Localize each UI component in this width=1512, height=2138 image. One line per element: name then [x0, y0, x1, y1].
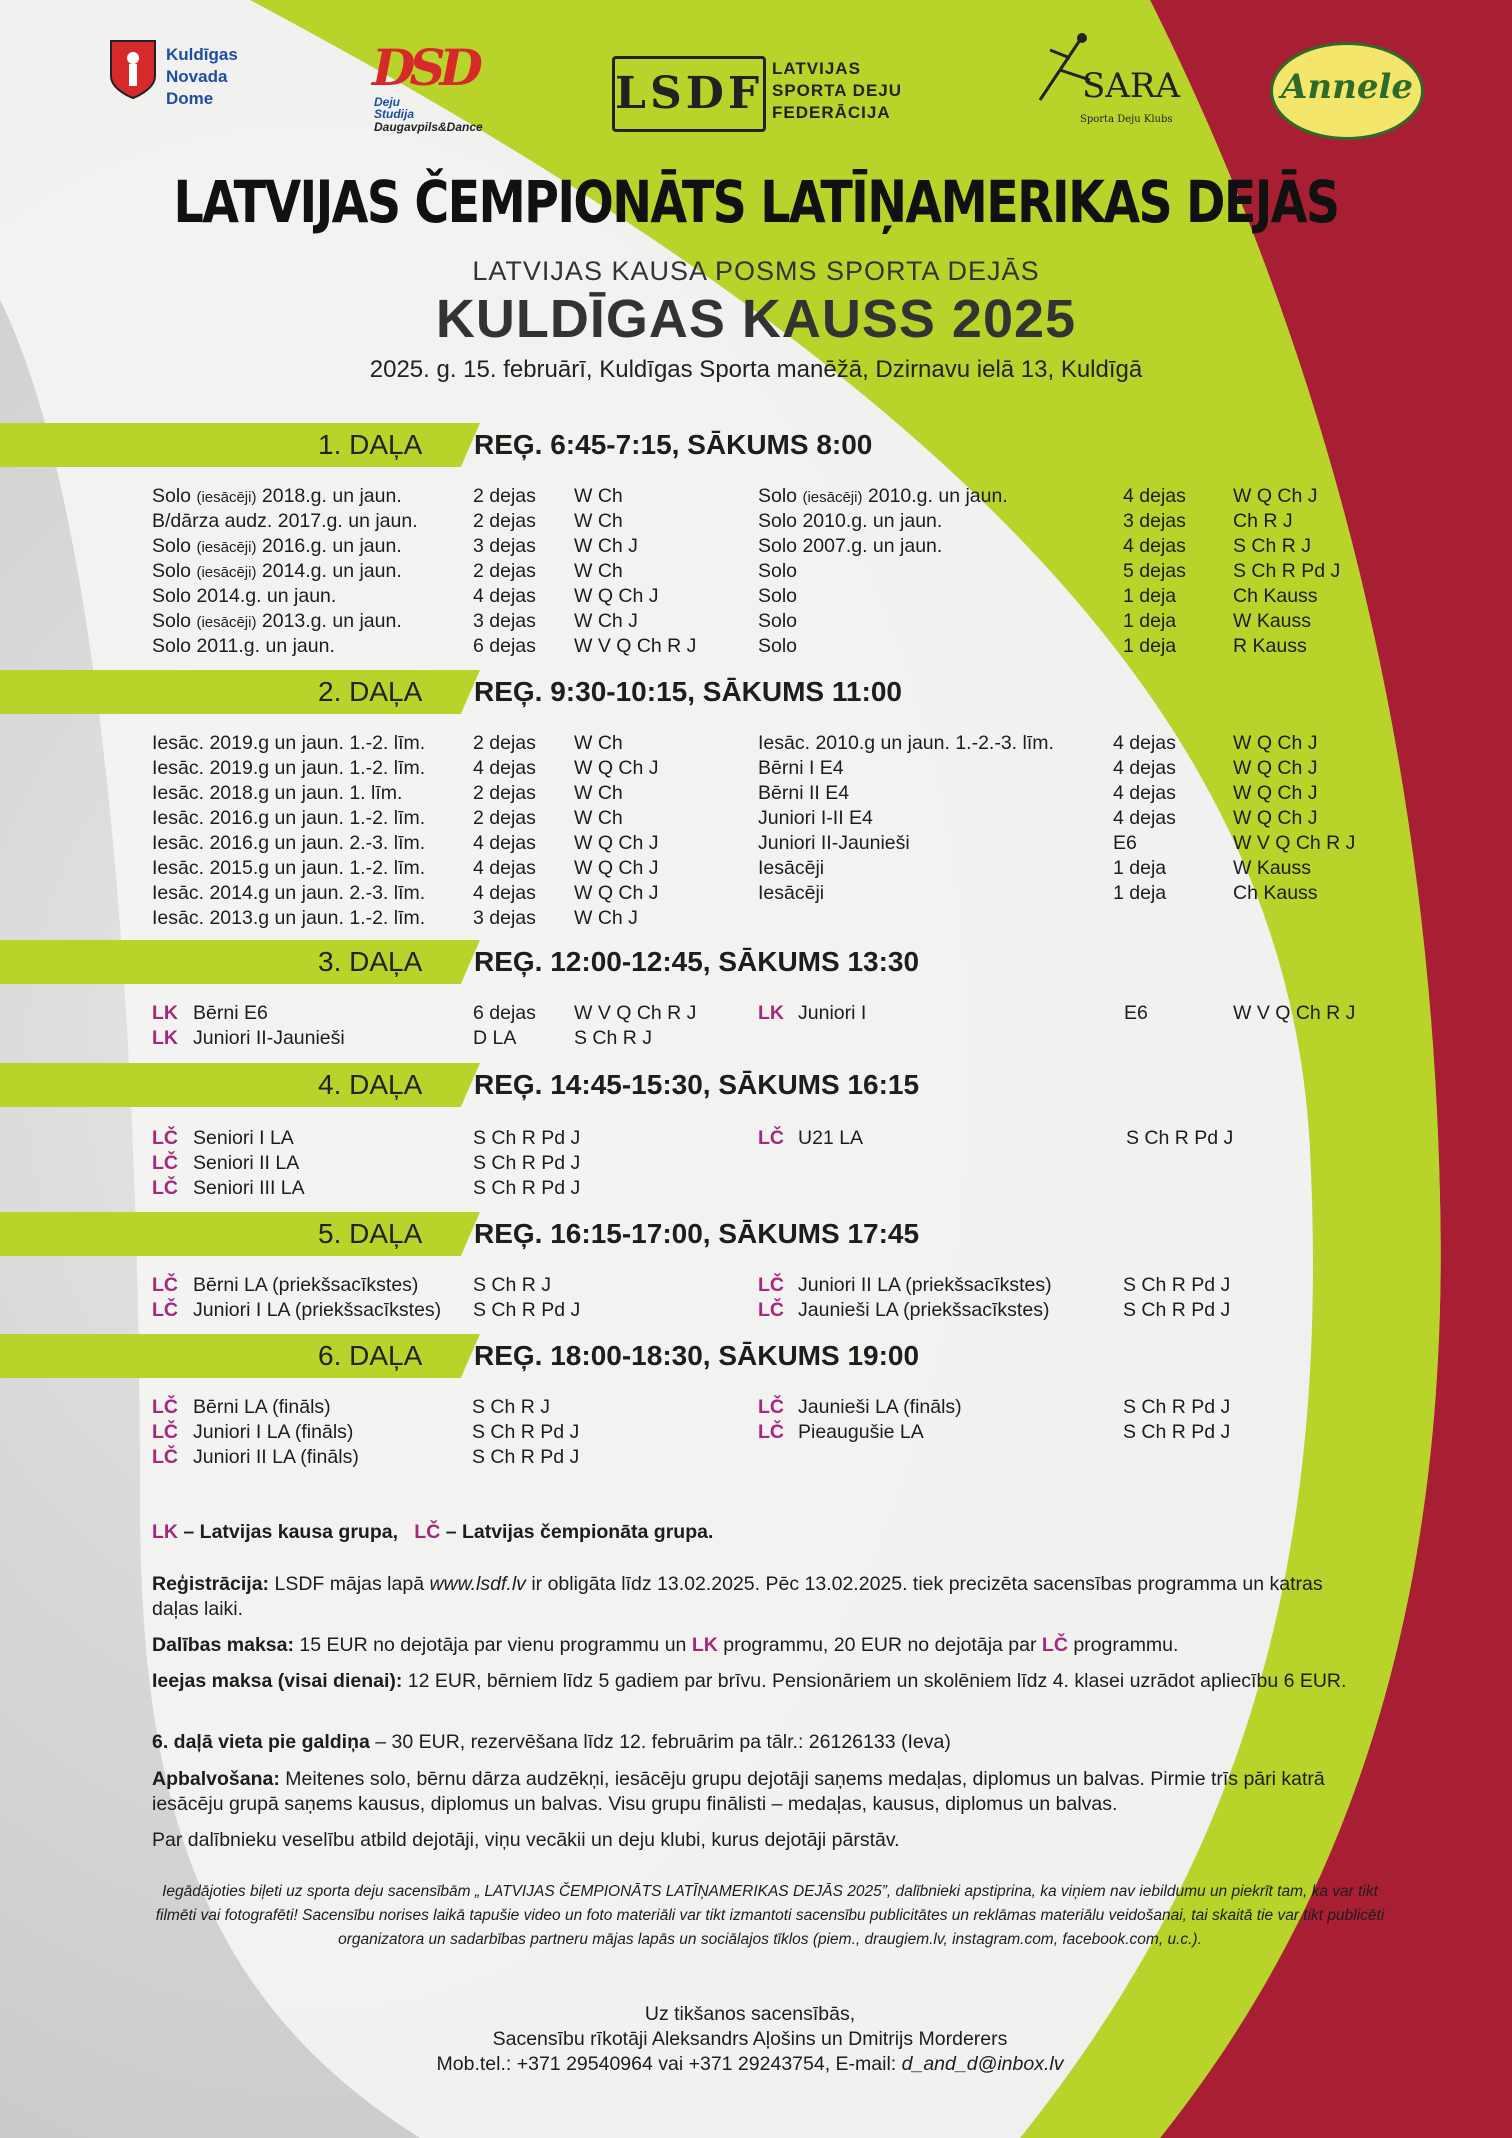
category-suffix: 2018.g. un jaun. [256, 485, 402, 507]
dance-list: W Ch [574, 732, 623, 754]
dance-count: S Ch R Pd J [1123, 1396, 1231, 1418]
dance-list: W Ch [574, 510, 623, 532]
list-item [0, 1273, 1512, 1298]
category-label: Bērni E6 [193, 1002, 268, 1024]
dance-count: 4 dejas [1113, 807, 1176, 829]
list-item [0, 881, 1512, 906]
dance-count: 3 dejas [473, 610, 536, 632]
category-suffix: 2010.g. un jaun. [862, 485, 1008, 507]
category-note: (iesācēji) [196, 564, 257, 581]
category-label: Juniori II-Jaunieši [193, 1027, 345, 1049]
category-label: Iesāc. 2018.g un jaun. 1. līm. [152, 782, 403, 804]
category-label: Solo [758, 635, 798, 657]
group-tag: LČ [758, 1274, 784, 1296]
group-tag: LK [152, 1027, 178, 1049]
dance-count: 1 deja [1113, 857, 1167, 879]
photo-disclaimer: Iegādājoties biļeti uz sporta deju sacensībām „ LATVIJAS ČEMPIONĀTS LATĪŅAMERIKAS DEJĀS 2025”, dalībnieki apstiprina, ka viņiem nav iebildumu un piekrīt tam, ka var tikt filmēti vai fotografēti! Sacensību norises laikā tapušie video un foto materiāli var tikt izmantoti sacensību publicitātes un reklāmas materiālu veidošanai, tai skaitā tie var tikt publicēti organizatora un sadarbības partneru mājas lapās un sociālajos tīklos (piem., draugiem.lv, instagram.com, facebook.com, u.c.). [155, 1883, 1385, 1948]
category-label: Iesāc. 2010.g un jaun. 1.-2.-3. līm. [758, 732, 1054, 754]
lsdf-logo [612, 56, 932, 136]
dance-count: 1 deja [1123, 635, 1177, 657]
dance-count: 3 dejas [473, 535, 536, 557]
category-prefix: Solo [152, 535, 197, 557]
dance-list: W Ch J [574, 907, 638, 929]
category-label: Iesācēji [758, 857, 825, 879]
dance-count: 2 dejas [473, 560, 536, 582]
dance-list: W Q Ch J [574, 832, 659, 854]
registration-label: Reģistrācija: [152, 1573, 270, 1595]
health-info: Par dalībnieku veselību atbild dejotāji, viņu vecākii un deju klubi, kurus dejotāji pārstāv. [152, 1829, 900, 1851]
group-tag: LČ [758, 1127, 784, 1149]
dance-count: 4 dejas [473, 857, 536, 879]
registration-link[interactable]: www.lsdf.lv [429, 1573, 526, 1595]
category-label: Solo [758, 560, 798, 582]
category-suffix: 2014.g. un jaun. [256, 560, 402, 582]
category-label: Solo 2011.g. un jaun. [152, 635, 335, 657]
dance-list: W Q Ch J [1233, 757, 1318, 779]
dsd-line-2: Studija [374, 107, 415, 121]
dsd-line-3: Daugavpils&Dance [374, 120, 483, 134]
category-label: Jaunieši LA (fināls) [798, 1396, 962, 1418]
dance-list: S Ch R Pd J [1233, 560, 1341, 582]
dance-list: S Ch R J [1233, 535, 1312, 557]
annele-mark: Annele [1281, 67, 1413, 107]
dance-list: W Ch J [574, 535, 638, 557]
entry-text: 12 EUR, bērniem līdz 5 gadiem par brīvu. Pensionāriem un skolēniem līdz 4. klasei uzrādot apliecību 6 EUR. [402, 1670, 1347, 1692]
dsd-logo [370, 38, 540, 138]
fee-lc: LČ [1041, 1634, 1068, 1656]
category-label: Bērni II E4 [758, 782, 850, 804]
sara-logo [1030, 30, 1190, 140]
list-item [0, 509, 1512, 534]
category-label [758, 484, 1008, 510]
category-suffix: 2016.g. un jaun. [256, 535, 402, 557]
dance-list: S Ch R J [574, 1027, 653, 1049]
dance-count: 4 dejas [1123, 535, 1186, 557]
list-item [0, 1395, 1512, 1420]
section-2-label: 2. DAĻA [318, 676, 423, 707]
footer-email[interactable]: d_and_d@inbox.lv [901, 2053, 1064, 2075]
dance-count: S Ch R Pd J [473, 1177, 581, 1199]
sara-mark: SARA [1082, 66, 1180, 106]
category-label: B/dārza audz. 2017.g. un jaun. [152, 510, 418, 532]
category-label: Bērni LA (priekšsacīkstes) [193, 1274, 419, 1296]
dance-count: 5 dejas [1123, 560, 1186, 582]
lsdf-line-3: FEDERĀCIJA [772, 103, 891, 122]
subtitle: LATVIJAS KAUSA POSMS SPORTA DEJĀS [472, 256, 1040, 286]
section-4-label: 4. DAĻA [318, 1069, 423, 1100]
lsdf-mark: LSDF [612, 56, 766, 132]
group-tag: LČ [152, 1421, 178, 1443]
registration-text-2: ir obligāta līdz 13.02.2025. Pēc 13.02.2025. tiek precizēta sacensības programma un katras daļas laiki. [152, 1573, 1323, 1620]
dance-count: S Ch R J [473, 1274, 552, 1296]
award-info [152, 1767, 1352, 1817]
dance-list: W Q Ch J [574, 857, 659, 879]
category-label: Solo [758, 585, 798, 607]
dance-count: S Ch R Pd J [472, 1446, 580, 1468]
sponsor-logos [0, 30, 1512, 150]
category-label: Iesāc. 2016.g un jaun. 1.-2. līm. [152, 807, 426, 829]
lsdf-line-1: LATVIJAS [772, 59, 861, 78]
dance-count: 4 dejas [473, 585, 536, 607]
legend [152, 1520, 1352, 1545]
category-label: Juniori I LA (fināls) [193, 1421, 354, 1443]
award-label: Apbalvošana: [152, 1768, 280, 1790]
dance-count: 4 dejas [1113, 732, 1176, 754]
list-item [0, 634, 1512, 659]
section-1-time: REĢ. 6:45-7:15, SĀKUMS 8:00 [474, 429, 873, 460]
group-tag: LČ [152, 1446, 178, 1468]
dance-count: 4 dejas [1123, 485, 1186, 507]
dance-count: 3 dejas [1123, 510, 1186, 532]
sara-sub: Sporta Deju Klubs [1080, 114, 1173, 125]
award-text: Meitenes solo, bērnu dārza audzēkņi, iesācēju grupu dejotāji saņems medaļas, diplomus un balvas. Pirmie trīs pāri katrā iesācēju grupā saņems kausus, diplomus un balvas. Visu grupu finālisti – medaļas, kausus, diplomus un balvas. [152, 1768, 1325, 1815]
category-label: Seniori II LA [193, 1152, 300, 1174]
fee-info [152, 1633, 1352, 1658]
section-4-time: REĢ. 14:45-15:30, SĀKUMS 16:15 [474, 1069, 920, 1100]
dance-list: W Q Ch J [574, 585, 659, 607]
legend-lk-tag: LK [152, 1521, 178, 1543]
fee-text-1: 15 EUR no dejotāja par vienu programmu un [294, 1634, 692, 1656]
list-item [0, 806, 1512, 831]
dance-count: 6 dejas [473, 635, 536, 657]
category-label: Iesāc. 2013.g un jaun. 1.-2. līm. [152, 907, 426, 929]
category-suffix: 2013.g. un jaun. [256, 610, 402, 632]
dance-list: W V Q Ch R J [1233, 1002, 1356, 1024]
category-label: Juniori I LA (priekšsacīkstes) [193, 1299, 442, 1321]
dance-list: W Ch J [574, 610, 638, 632]
table-info [152, 1730, 1352, 1755]
table-label: 6. daļā vieta pie galdiņa [152, 1731, 370, 1753]
list-item [0, 584, 1512, 609]
list-item [0, 906, 1512, 931]
category-label: Juniori II LA (fināls) [193, 1446, 359, 1468]
dance-count: S Ch R Pd J [473, 1299, 581, 1321]
footer-line-3: Mob.tel.: +371 29540964 vai +371 29243754, E-mail: [436, 2053, 902, 2075]
dsd-mark: DSD [372, 38, 477, 97]
category-label: Pieaugušie LA [798, 1421, 924, 1443]
group-tag: LČ [152, 1127, 178, 1149]
main-title: LATVIJAS ČEMPIONĀTS LATĪŅAMERIKAS DEJĀS [173, 168, 1339, 236]
dance-count: S Ch R Pd J [1123, 1299, 1231, 1321]
dance-count: 4 dejas [473, 882, 536, 904]
dance-list: R Kauss [1233, 635, 1307, 657]
section-1-label: 1. DAĻA [318, 429, 423, 460]
category-label: Iesāc. 2019.g un jaun. 1.-2. līm. [152, 757, 426, 779]
dance-count: 2 dejas [473, 510, 536, 532]
dance-count: D LA [473, 1027, 517, 1049]
dance-list: W V Q Ch R J [574, 1002, 697, 1024]
category-note: (iesācēji) [196, 539, 257, 556]
list-item [0, 1420, 1512, 1445]
list-item [0, 1176, 1512, 1201]
dance-count: 4 dejas [1113, 782, 1176, 804]
dance-count: 1 deja [1113, 882, 1167, 904]
registration-info [152, 1572, 1352, 1622]
dance-list: W Kauss [1233, 610, 1312, 632]
list-item [0, 1151, 1512, 1176]
entry-info [152, 1669, 1352, 1694]
dance-count: E6 [1124, 1002, 1148, 1024]
group-tag: LČ [758, 1396, 784, 1418]
category-label: Iesāc. 2015.g un jaun. 1.-2. līm. [152, 857, 426, 879]
fee-lk: LK [691, 1634, 718, 1656]
dance-count: S Ch R Pd J [1123, 1274, 1231, 1296]
list-item [0, 609, 1512, 634]
section-5-label: 5. DAĻA [318, 1218, 423, 1249]
category-note: (iesācēji) [196, 489, 257, 506]
group-tag: LK [152, 1002, 178, 1024]
category-label: Bērni I E4 [758, 757, 844, 779]
category-prefix: Solo [152, 610, 197, 632]
dance-count: 1 deja [1123, 585, 1177, 607]
dance-list: W Ch [574, 485, 623, 507]
legend-lk-text: – Latvijas kausa grupa, [178, 1521, 399, 1543]
fee-label: Dalības maksa: [152, 1634, 294, 1656]
dance-list: W Q Ch J [1233, 732, 1318, 754]
category-label: U21 LA [798, 1127, 864, 1149]
dance-list: W V Q Ch R J [574, 635, 697, 657]
list-item [0, 1001, 1512, 1026]
table-text: – 30 EUR, rezervēšana līdz 12. februārim pa tālr.: 26126133 (Ieva) [369, 1731, 951, 1753]
list-item [0, 559, 1512, 584]
list-item [0, 781, 1512, 806]
lsdf-line-2: SPORTA DEJU [772, 81, 903, 100]
category-prefix: Solo [152, 485, 197, 507]
dance-count: S Ch R Pd J [473, 1152, 581, 1174]
dance-list: W Ch [574, 560, 623, 582]
category-note: (iesācēji) [802, 489, 863, 506]
dance-list: W Ch [574, 807, 623, 829]
list-item [0, 1026, 1512, 1051]
group-tag: LČ [758, 1299, 784, 1321]
list-item [0, 484, 1512, 509]
dance-count: S Ch R J [472, 1396, 551, 1418]
dance-list: Ch R J [1233, 510, 1293, 532]
dsd-line-1: Deju [374, 95, 401, 109]
category-label: Juniori II-Jaunieši [758, 832, 910, 854]
dance-list: Ch Kauss [1233, 585, 1318, 607]
dance-list: W Kauss [1233, 857, 1312, 879]
kuldiga-line-3: Dome [166, 89, 214, 108]
list-item [0, 1126, 1512, 1151]
group-tag: LČ [152, 1299, 178, 1321]
category-label: Bērni LA (fināls) [193, 1396, 331, 1418]
entry-label: Ieejas maksa (visai dienai): [152, 1670, 403, 1692]
category-label: Iesāc. 2019.g un jaun. 1.-2. līm. [152, 732, 426, 754]
category-label: Iesācēji [758, 882, 825, 904]
fee-text-3: programmu. [1067, 1634, 1179, 1656]
category-label: Solo 2010.g. un jaun. [758, 510, 943, 532]
dance-count: 1 deja [1123, 610, 1177, 632]
annele-logo [1270, 42, 1424, 140]
dance-list: W Q Ch J [1233, 782, 1318, 804]
dance-list: W Ch [574, 782, 623, 804]
category-label: Seniori I LA [193, 1127, 294, 1149]
section-5-time: REĢ. 16:15-17:00, SĀKUMS 17:45 [474, 1218, 920, 1249]
section-6-time: REĢ. 18:00-18:30, SĀKUMS 19:00 [474, 1340, 920, 1371]
section-3-time: REĢ. 12:00-12:45, SĀKUMS 13:30 [474, 946, 920, 977]
category-prefix: Solo [758, 485, 803, 507]
list-item [0, 1445, 1512, 1470]
dance-count: S Ch R Pd J [473, 1127, 581, 1149]
registration-text-1: LSDF mājas lapā [269, 1573, 430, 1595]
list-item [0, 534, 1512, 559]
section-2-time: REĢ. 9:30-10:15, SĀKUMS 11:00 [474, 676, 902, 707]
dance-count: 2 dejas [473, 782, 536, 804]
dance-list: W Q Ch J [1233, 807, 1318, 829]
category-label: Jaunieši LA (priekšsacīkstes) [798, 1299, 1050, 1321]
section-6-label: 6. DAĻA [318, 1340, 423, 1371]
group-tag: LČ [152, 1177, 178, 1199]
group-tag: LČ [152, 1152, 178, 1174]
category-label: Seniori III LA [193, 1177, 305, 1199]
category-label: Iesāc. 2014.g un jaun. 2.-3. līm. [152, 882, 426, 904]
kuldiga-coat-of-arms-icon [108, 38, 158, 100]
footer [330, 2002, 1170, 2077]
dance-count: 4 dejas [1113, 757, 1176, 779]
list-item [0, 731, 1512, 756]
category-label: Juniori I-II E4 [758, 807, 873, 829]
category-label: Solo 2014.g. un jaun. [152, 585, 337, 607]
section-3-label: 3. DAĻA [318, 946, 423, 977]
dance-count: 4 dejas [473, 757, 536, 779]
dance-count: 3 dejas [473, 907, 536, 929]
legend-lc-text: – Latvijas čempionāta grupa. [440, 1521, 714, 1543]
footer-line-1: Uz tikšanos sacensībās, [644, 2003, 856, 2025]
event-title: KULDĪGAS KAUSS 2025 [435, 289, 1077, 349]
dance-list: W Q Ch J [574, 757, 659, 779]
category-label: Solo [758, 610, 798, 632]
category-label: Iesāc. 2016.g un jaun. 2.-3. līm. [152, 832, 426, 854]
group-tag: LČ [758, 1421, 784, 1443]
footer-line-2: Sacensību rīkotāji Aleksandrs Aļošins un Dmitrijs Morderers [492, 2028, 1008, 2050]
list-item [0, 1298, 1512, 1323]
dance-count: 2 dejas [473, 732, 536, 754]
group-tag: LČ [152, 1396, 178, 1418]
list-item [0, 756, 1512, 781]
dance-count: S Ch R Pd J [472, 1421, 580, 1443]
category-note: (iesācēji) [196, 614, 257, 631]
list-item [0, 856, 1512, 881]
category-label: Juniori I [798, 1002, 867, 1024]
date-place: 2025. g. 15. februārī, Kuldīgas Sporta manēžā, Dzirnavu ielā 13, Kuldīgā [369, 356, 1143, 383]
dance-count: 4 dejas [473, 832, 536, 854]
dance-count: S Ch R Pd J [1123, 1421, 1231, 1443]
dance-count: 6 dejas [473, 1002, 536, 1024]
group-tag: LK [758, 1002, 784, 1024]
dance-count: S Ch R Pd J [1126, 1127, 1234, 1149]
category-label: Juniori II LA (priekšsacīkstes) [798, 1274, 1052, 1296]
dance-list: Ch Kauss [1233, 882, 1318, 904]
dance-count: 2 dejas [473, 485, 536, 507]
category-label: Solo 2007.g. un jaun. [758, 535, 943, 557]
list-item [0, 831, 1512, 856]
dance-list: W Q Ch J [1233, 485, 1318, 507]
dance-count: E6 [1113, 832, 1137, 854]
fee-text-2: programmu, 20 EUR no dejotāja par [717, 1634, 1042, 1656]
category-prefix: Solo [152, 560, 197, 582]
legend-lc-tag: LČ [414, 1521, 441, 1543]
dance-list: W Q Ch J [574, 882, 659, 904]
kuldiga-line-2: Novada [166, 67, 228, 86]
dance-count: 2 dejas [473, 807, 536, 829]
dance-list: W V Q Ch R J [1233, 832, 1356, 854]
group-tag: LČ [152, 1274, 178, 1296]
kuldiga-line-1: Kuldīgas [166, 45, 238, 64]
